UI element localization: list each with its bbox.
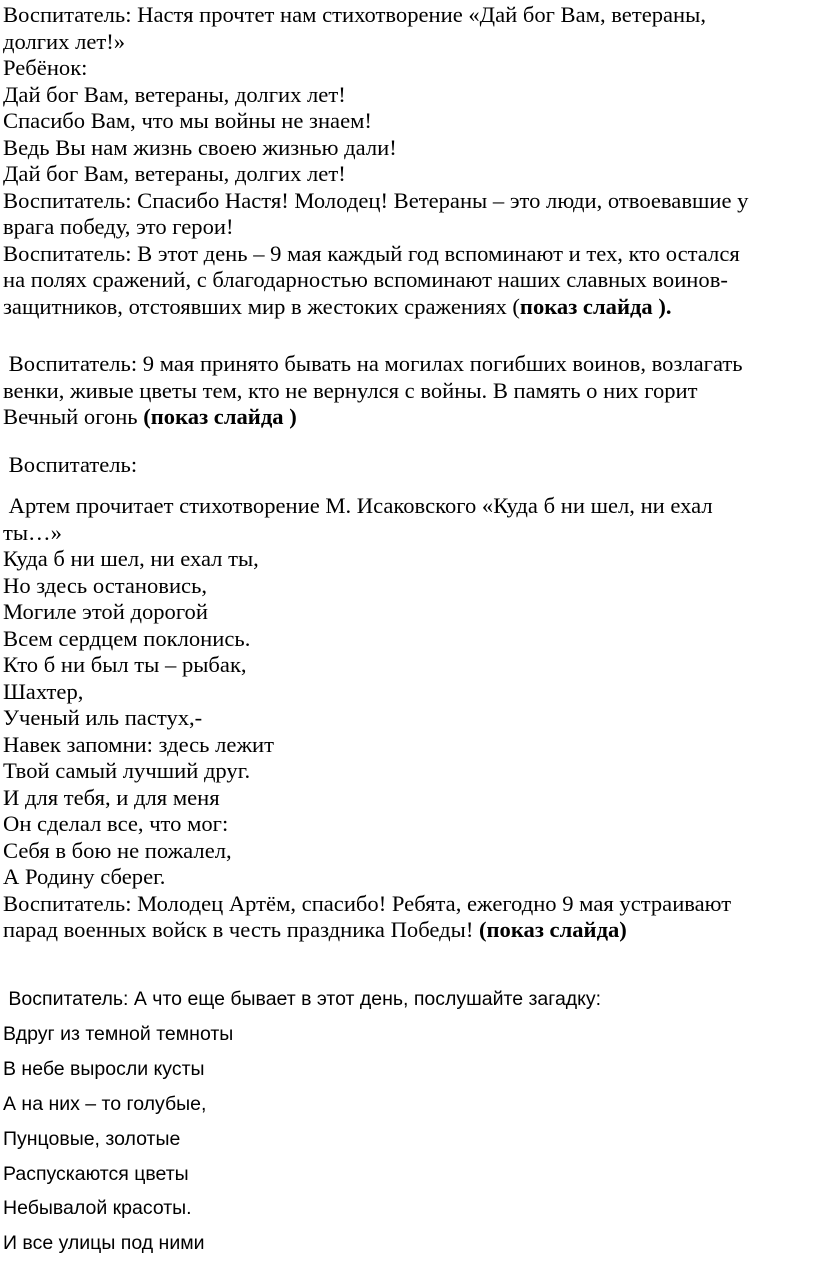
poem-line: А Родину сберег. [3,864,166,889]
paragraph-text: Вечный огонь [3,404,144,429]
paragraph-line [3,404,815,431]
paragraph-line: Воспитатель: Спасибо Настя! Молодец! Ветераны – это люди, отвоевавшие у [3,187,749,213]
riddle-line: Небывалой красоты. [3,1197,192,1220]
poem-line: Дай бог Вам, ветераны, долгих лет! [3,161,346,186]
paragraph-line: на полях сражений, с благодарностью вспоминают наших славных воинов- [3,267,728,292]
speaker-line: Ребёнок: [3,55,88,80]
poem-line: Ведь Вы нам жизнь своею жизнью дали! [3,134,397,160]
riddle-line: Вдруг из темной темноты [3,1022,234,1045]
script-block-2 [3,351,815,431]
script-block-4 [3,493,815,944]
poem-line: Могиле этой дорогой [3,599,208,624]
paragraph-line: врага победу, это герои! [3,214,234,239]
poem-line: Спасибо Вам, что мы войны не знаем! [3,108,372,133]
riddle-line: Пунцовые, золотые [3,1127,181,1150]
poem-line: Твой самый лучший друг. [3,758,251,783]
paragraph-line: Воспитатель: В этот день – 9 мая каждый год вспоминают и тех, кто остался [3,240,740,266]
paragraph-line: ты…» [3,519,62,545]
poem-line: Ученый иль пастух,- [3,705,203,730]
script-block-3 [3,452,815,479]
riddle-block [3,982,815,1261]
speaker-line: Воспитатель: [3,452,138,477]
riddle-line: Распускаются цветы [3,1162,189,1185]
poem-line: Кто б ни был ты – рыбак, [3,652,247,677]
intro-line: долгих лет!» [3,28,126,54]
poem-line: Шахтер, [3,678,84,704]
paragraph-text: парад военных войск в честь праздника Победы! [3,917,480,942]
paragraph-text: защитников, отстоявших мир в жестоких сражениях ( [3,293,520,319]
slide-cue: показ слайда ). [519,293,672,319]
poem-line: Навек запомни: здесь лежит [3,731,275,757]
paragraph-line: Воспитатель: Молодец Артём, спасибо! Ребята, ежегодно 9 мая устраивают [3,890,732,916]
poem-line: Себя в бою не пожалел, [3,837,232,863]
paragraph-line: Артем прочитает стихотворение М. Исаковского «Куда б ни шел, ни ехал [3,493,713,518]
script-block-1 [3,2,815,320]
riddle-intro: Воспитатель: А что еще бывает в этот день, послушайте загадку: [3,988,602,1010]
slide-cue: (показ слайда ) [143,404,297,429]
poem-line: Всем сердцем поклонись. [3,625,251,651]
slide-cue: (показ слайда) [479,917,627,942]
poem-line: Дай бог Вам, ветераны, долгих лет! [3,81,346,107]
poem-line: Он сделал все, что мог: [3,811,229,836]
riddle-line: И все улицы под ними [3,1232,205,1255]
paragraph-line [3,294,815,321]
intro-line: Воспитатель: Настя прочтет нам стихотворение «Дай бог Вам, ветераны, [3,2,706,27]
paragraph-line [3,917,815,944]
poem-line: И для тебя, и для меня [3,784,220,810]
riddle-line: В небе выросли кусты [3,1057,205,1080]
paragraph-line: Воспитатель: 9 мая принято бывать на могилах погибших воинов, возлагать [3,351,743,376]
poem-line: Но здесь остановись, [3,572,208,598]
poem-line: Куда б ни шел, ни ехал ты, [3,546,259,571]
riddle-line: А на них – то голубые, [3,1092,207,1115]
paragraph-line: венки, живые цветы тем, кто не вернулся с войны. В память о них горит [3,377,698,403]
